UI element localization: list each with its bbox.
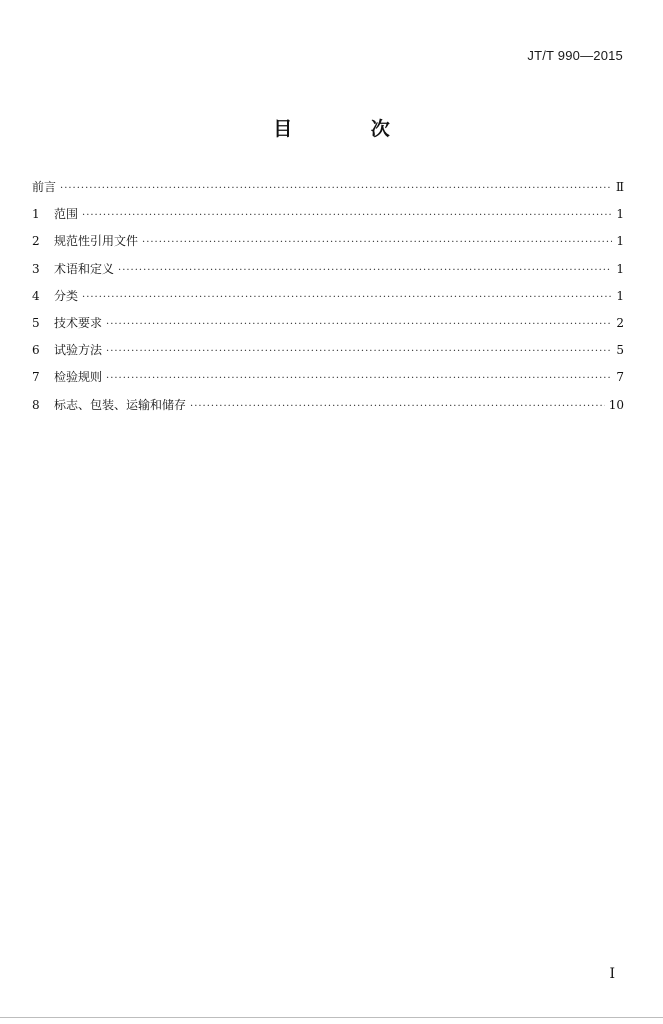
toc-entry-inspection-rules[interactable] bbox=[32, 364, 624, 391]
toc-leader-dots bbox=[142, 229, 612, 256]
toc-entry-foreword[interactable] bbox=[32, 174, 624, 201]
toc-leader-dots bbox=[106, 338, 612, 365]
toc-entry-number: 2 bbox=[32, 234, 40, 249]
page-edge-divider bbox=[0, 1017, 663, 1018]
toc-entry-number: 6 bbox=[32, 343, 40, 358]
standard-code: JT/T 990—2015 bbox=[527, 48, 623, 63]
toc-entry-page: 1 bbox=[616, 234, 624, 249]
toc-entry-number: 1 bbox=[32, 207, 40, 222]
toc-entry-page: 10 bbox=[608, 397, 624, 412]
toc-entry-label: 分类 bbox=[54, 288, 79, 303]
toc-entry-label: 技术要求 bbox=[54, 315, 103, 330]
toc-entry-number: 3 bbox=[32, 261, 40, 276]
toc-entry-label: 术语和定义 bbox=[54, 261, 115, 276]
toc-entry-label: 前言 bbox=[32, 180, 57, 194]
table-of-contents bbox=[32, 174, 624, 419]
toc-entry-label: 范围 bbox=[54, 207, 79, 222]
toc-entry-page: 5 bbox=[616, 343, 624, 358]
toc-entry-page: 7 bbox=[616, 370, 624, 385]
toc-leader-dots bbox=[106, 365, 612, 392]
toc-leader-dots bbox=[82, 202, 612, 229]
toc-entry-test-methods[interactable] bbox=[32, 337, 624, 364]
toc-entry-number: 8 bbox=[32, 397, 40, 412]
toc-leader-dots bbox=[106, 311, 612, 338]
toc-entry-technical-requirements[interactable] bbox=[32, 310, 624, 337]
toc-entry-scope[interactable] bbox=[32, 201, 624, 228]
toc-entry-number: 5 bbox=[32, 315, 40, 330]
toc-entry-page: Ⅱ bbox=[615, 180, 624, 194]
toc-entry-page: 2 bbox=[616, 315, 624, 330]
toc-entry-marking-packaging[interactable] bbox=[32, 392, 624, 419]
toc-leader-dots bbox=[118, 257, 612, 284]
toc-entry-number: 7 bbox=[32, 370, 40, 385]
toc-entry-page: 1 bbox=[616, 207, 624, 222]
toc-leader-dots bbox=[82, 284, 612, 311]
page-number: Ⅰ bbox=[609, 966, 615, 982]
page-title: 目 次 bbox=[273, 118, 426, 140]
toc-entry-number: 4 bbox=[32, 288, 40, 303]
toc-entry-terms-definitions[interactable] bbox=[32, 256, 624, 283]
toc-leader-dots bbox=[190, 393, 605, 420]
toc-entry-page: 1 bbox=[616, 288, 624, 303]
toc-entry-label: 规范性引用文件 bbox=[54, 234, 139, 249]
toc-entry-normative-references[interactable] bbox=[32, 228, 624, 255]
toc-leader-dots bbox=[60, 175, 612, 202]
toc-entry-label: 检验规则 bbox=[54, 370, 103, 385]
toc-entry-label: 标志、包装、运输和储存 bbox=[54, 397, 187, 412]
toc-entry-label: 试验方法 bbox=[54, 343, 103, 358]
toc-entry-classification[interactable] bbox=[32, 283, 624, 310]
toc-entry-page: 1 bbox=[616, 261, 624, 276]
